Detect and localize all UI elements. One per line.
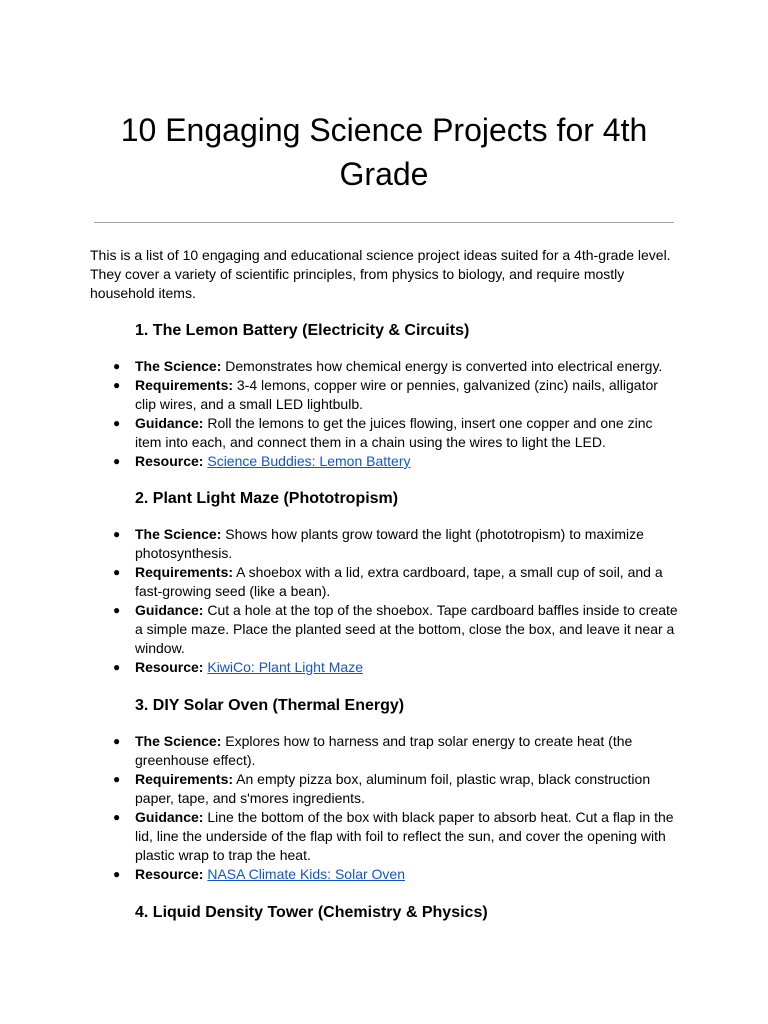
bullet-icon: ● <box>113 734 121 748</box>
list-item-guidance <box>113 601 680 658</box>
project-section-1 <box>0 321 768 471</box>
list-item-science <box>113 525 680 563</box>
bullet-icon: ● <box>113 660 121 674</box>
list-item-guidance <box>113 808 680 865</box>
bullet-icon: ● <box>113 867 121 881</box>
project-details-list <box>0 357 768 471</box>
guidance-text: Line the bottom of the box with black paper to absorb heat. Cut a flap in the lid, line the underside of the flap with foil to reflect the sun, and cover the opening with plastic wrap to trap the heat. <box>135 809 674 863</box>
project-section-3 <box>0 696 768 884</box>
guidance-text: Cut a hole at the top of the shoebox. Tape cardboard baffles inside to create a simple maze. Place the planted seed at the bottom, close the box, and leave it near a window. <box>135 602 678 656</box>
list-item-requirements <box>113 563 680 601</box>
requirements-label: Requirements: <box>135 771 234 787</box>
list-item-resource <box>113 452 680 471</box>
requirements-text: A shoebox with a lid, extra cardboard, tape, a small cup of soil, and a fast-growing seed (like a bean). <box>135 564 663 599</box>
project-heading: 2. Plant Light Maze (Phototropism) <box>135 490 399 507</box>
project-details-list <box>0 525 768 677</box>
list-item-requirements <box>113 376 680 414</box>
resource-link[interactable]: NASA Climate Kids: Solar Oven <box>207 866 405 882</box>
title-divider <box>94 222 674 223</box>
science-label: The Science: <box>135 526 222 542</box>
project-details-list <box>0 732 768 884</box>
guidance-label: Guidance: <box>135 602 204 618</box>
requirements-label: Requirements: <box>135 564 234 580</box>
bullet-icon: ● <box>113 603 121 617</box>
science-label: The Science: <box>135 358 222 374</box>
guidance-text: Roll the lemons to get the juices flowing, insert one copper and one zinc item into each, and connect them in a chain using the wires to light the LED. <box>135 415 653 450</box>
requirements-text: An empty pizza box, aluminum foil, plastic wrap, black construction paper, tape, and s'mores ingredients. <box>135 771 651 806</box>
title-line-2: Grade <box>339 156 429 192</box>
project-heading: 4. Liquid Density Tower (Chemistry & Physics) <box>135 904 488 921</box>
science-text: Explores how to harness and trap solar energy to create heat (the greenhouse effect). <box>135 733 633 768</box>
guidance-label: Guidance: <box>135 415 204 431</box>
bullet-icon: ● <box>113 527 121 541</box>
intro-paragraph: This is a list of 10 engaging and educational science project ideas suited for a 4th-grade level. They cover a variety of scientific principles, from physics to biology, and require mostly household items. <box>90 247 671 301</box>
resource-label: Resource: <box>135 659 204 675</box>
list-item-science <box>113 357 680 376</box>
project-heading: 3. DIY Solar Oven (Thermal Energy) <box>135 697 405 714</box>
bullet-icon: ● <box>113 565 121 579</box>
requirements-label: Requirements: <box>135 377 234 393</box>
project-section-2 <box>0 489 768 677</box>
science-label: The Science: <box>135 733 222 749</box>
guidance-label: Guidance: <box>135 809 204 825</box>
resource-label: Resource: <box>135 866 204 882</box>
list-item-guidance <box>113 414 680 452</box>
project-section-4 <box>0 903 768 923</box>
bullet-icon: ● <box>113 378 121 392</box>
bullet-icon: ● <box>113 359 121 373</box>
list-item-resource <box>113 865 680 884</box>
requirements-text: 3-4 lemons, copper wire or pennies, galvanized (zinc) nails, alligator clip wires, and a small LED lightbulb. <box>135 377 658 412</box>
resource-link[interactable]: KiwiCo: Plant Light Maze <box>207 659 363 675</box>
science-text: Demonstrates how chemical energy is converted into electrical energy. <box>225 358 663 374</box>
list-item-science <box>113 732 680 770</box>
document-title <box>94 108 674 196</box>
bullet-icon: ● <box>113 772 121 786</box>
bullet-icon: ● <box>113 454 121 468</box>
bullet-icon: ● <box>113 810 121 824</box>
science-text: Shows how plants grow toward the light (phototropism) to maximize photosynthesis. <box>135 526 644 561</box>
title-line-1: 10 Engaging Science Projects for 4th <box>120 112 648 148</box>
project-heading: 1. The Lemon Battery (Electricity & Circuits) <box>135 322 470 339</box>
list-item-resource <box>113 658 680 677</box>
resource-link[interactable]: Science Buddies: Lemon Battery <box>207 453 411 469</box>
list-item-requirements <box>113 770 680 808</box>
bullet-icon: ● <box>113 416 121 430</box>
resource-label: Resource: <box>135 453 204 469</box>
